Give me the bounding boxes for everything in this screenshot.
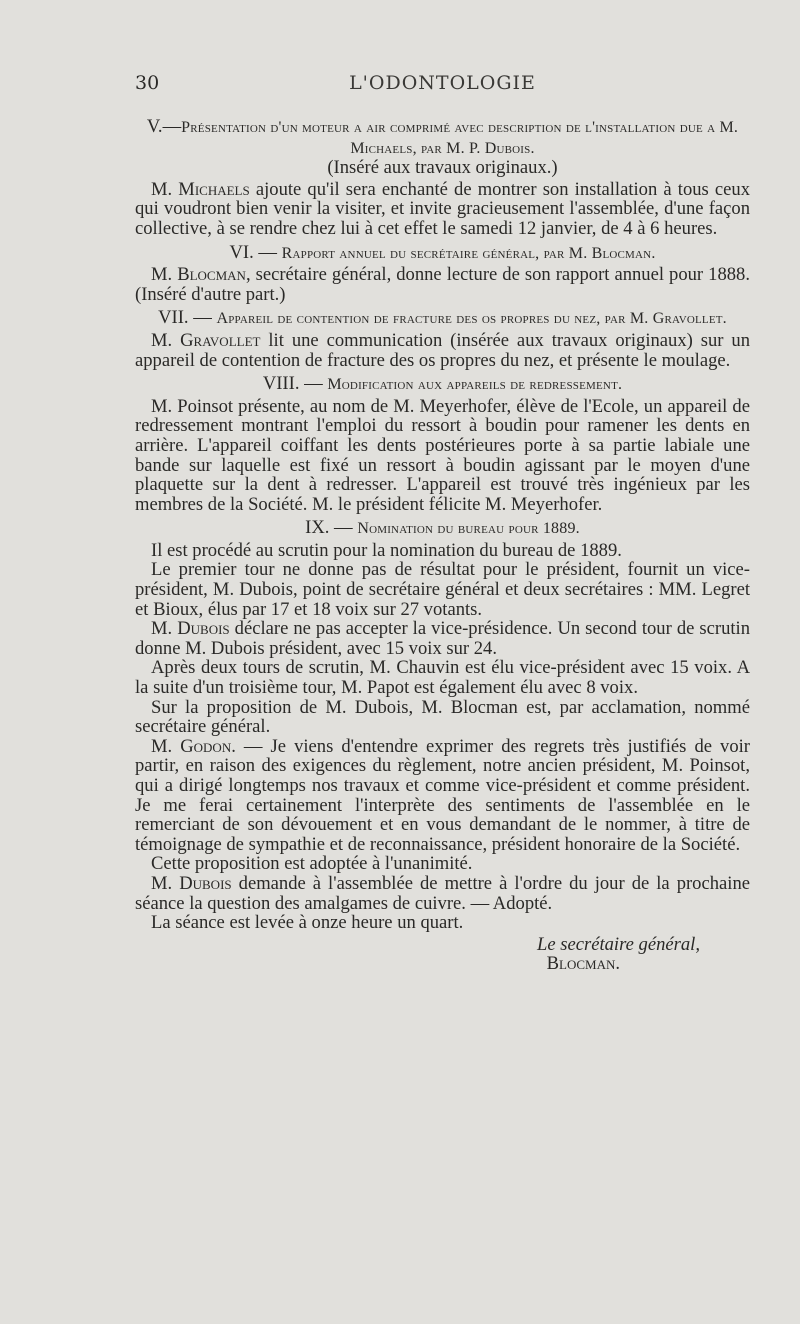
signature-role: Le secrétaire général,: [537, 933, 700, 955]
section-title: Présentation d'un moteur a air comprimé avec description de l'installation due a M. Michaels, par M. P. Dubois.: [181, 119, 739, 157]
paragraph: [135, 619, 750, 658]
speaker-name: M. Godon.: [151, 735, 236, 757]
paragraph: M. Poinsot présente, au nom de M. Meyerhofer, élève de l'Ecole, un appareil de redressement montrant l'emploi du ressort à boudin pour ramener les dents en arrière. L'appareil coiffant les dents postérieures porte à sa partie labiale une bande sur laquelle est fixé un ressort à boudin agissant par le moyen d'une plaquette sur la dent à redresser. L'appareil est trouvé très ingénieux par les membres de la Société. M. le président félicite M. Meyerhofer.: [135, 395, 750, 515]
paragraph: Après deux tours de scrutin, M. Chauvin est élu vice-président avec 15 voix. A la suite d'un troisième tour, M. Papot est également élu avec 8 voix.: [135, 657, 750, 699]
paragraph-text: — Je viens d'entendre exprimer des regrets très justifiés de voir partir, en raison des exigences du règlement, notre ancien président, M. Poinsot, qui a dirigé longtemps nos travaux et comme vice-président et comme président. Je me ferai certainement l'interprète des sentiments de l'assemblée en le remerciant de son dévouement et en vous demandant de le nommer, à titre de témoignage de sympathie et de reconnaissance, président honoraire de la Société.: [135, 735, 750, 855]
paragraph-text: secrétaire général, donne lecture de son rapport annuel pour 1888. (Inséré d'autre part.): [135, 264, 750, 305]
section-vi-heading: [135, 243, 750, 264]
paragraph: [135, 331, 750, 370]
paragraph: La séance est levée à onze heure un quart.: [151, 912, 464, 934]
paragraph-text: ajoute qu'il sera enchanté de montrer son installation à tous ceux qui voudront bien venir la visiter, et invite gracieusement l'assemblée, d'une façon collective, à se rendre chez lui à cet effet le samedi 12 janvier, de 4 à 6 heures.: [135, 178, 750, 239]
speaker-name: M. Gravollet: [151, 329, 261, 351]
section-author: par M. Gravollet.: [600, 310, 727, 328]
section-title: Rapport annuel du secrétaire général,: [281, 244, 540, 262]
speaker-name: M. Dubois: [151, 618, 230, 640]
paragraph: Cette proposition est adoptée à l'unanimité.: [151, 853, 473, 875]
section-number: VI. —: [229, 241, 282, 263]
section-note: (Inséré aux travaux originaux.): [327, 157, 558, 179]
paragraph: Sur la proposition de M. Dubois, M. Blocman est, par acclamation, nommé secrétaire général.: [135, 696, 750, 738]
section-title: Appareil de contention de fracture des os propres du nez,: [216, 310, 601, 328]
speaker-name: M. Michaels: [151, 178, 250, 200]
page-number: 30: [135, 72, 160, 94]
speaker-name: M. Dubois: [151, 872, 232, 894]
section-vii-heading: [135, 308, 750, 329]
section-number: VII. —: [158, 307, 217, 329]
body-text: [135, 113, 750, 974]
running-title: L'ODONTOLOGIE: [349, 72, 536, 94]
section-author: par M. Blocman.: [539, 244, 656, 262]
paragraph: Il est procédé au scrutin pour la nomination du bureau de 1889.: [151, 539, 622, 561]
section-number: V.—: [146, 116, 182, 137]
paragraph: [135, 180, 750, 239]
paragraph: [135, 265, 750, 304]
section-v-heading: [135, 117, 750, 178]
section-number: VIII. —: [262, 373, 328, 395]
section-number: IX. —: [305, 517, 358, 539]
section-title: Modification aux appareils de redressement.: [327, 376, 623, 394]
paragraph: [135, 874, 750, 913]
section-ix-heading: [135, 518, 750, 539]
paragraph-text: déclare ne pas accepter la vice-présidence. Un second tour de scrutin donne M. Dubois président, avec 15 voix sur 24.: [135, 618, 750, 659]
page-header: [135, 72, 750, 102]
signature-name: Blocman.: [546, 953, 620, 975]
section-title: Nomination du bureau pour 1889.: [357, 520, 580, 538]
paragraph: Le premier tour ne donne pas de résultat pour le président, fournit un vice-président, M. Dubois, point de secrétaire général et deux secrétaires : MM. Legret et Bioux, élus par 17 et 18 voix sur 27 votants.: [135, 559, 750, 620]
paragraph-text: lit une communication (insérée aux travaux originaux) sur un appareil de contention de fracture des os propres du nez, et présente le moulage.: [135, 329, 751, 371]
paragraph-text: demande à l'assemblée de mettre à l'ordre du jour de la prochaine séance la question des amalgames de cuivre. — Adopté.: [135, 872, 750, 914]
section-viii-heading: [135, 374, 750, 395]
speaker-name: M. Blocman,: [151, 264, 251, 286]
paragraph: [135, 737, 750, 855]
